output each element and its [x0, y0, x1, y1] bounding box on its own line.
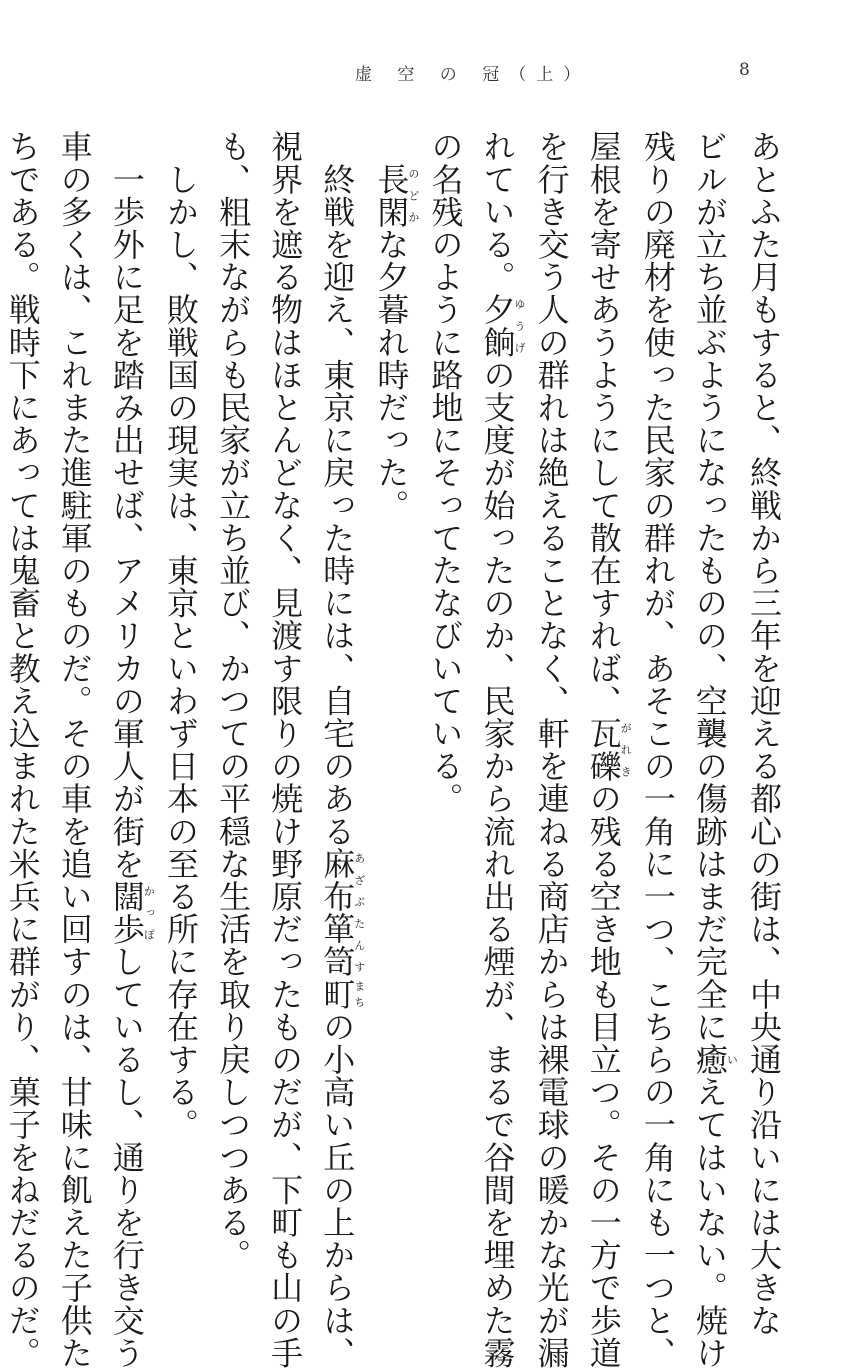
vertical-body-text	[3, 130, 790, 1369]
ruby-annotation: がれき	[619, 716, 633, 782]
ruby-annotation: あざぶ	[352, 847, 366, 913]
text-line: 残りの廃材を使った民家の群れが、あそこの一角に一つ、こちらの一角にも一つと、	[638, 130, 677, 1369]
text-line: 車の多くは、これまた進駐軍のものだ。その車を追い回すのは、甘味に飢えた子供た	[55, 130, 94, 1369]
text-line: の名残のように路地にそってたなびいている。	[426, 130, 465, 815]
ruby-annotation: かっぽ	[142, 879, 156, 945]
text-line: 一歩外に足を踏み出せば、アメリカの軍人が街を闊歩かっぽしているし、通りを行き交う	[107, 130, 156, 1369]
text-line: ちである。戦時下にあっては鬼畜と教え込まれた米兵に群がり、菓子をねだるのだ。	[3, 130, 42, 1369]
text-line: を行き交う人の群れは絶えることなく、軒を連ねる商店からは裸電球の暖かな光が漏	[532, 130, 571, 1369]
text-line: も、粗末ながらも民家が立ち並び、かつての平穏な生活を取り戻しつつある。	[214, 130, 253, 1271]
text-line	[155, 130, 207, 1141]
text-line: あとふた月もすると、終戦から三年を迎える都心の街は、中央通り沿いには大きな	[745, 130, 783, 1337]
text-line: 屋根を寄せあうようにして散在すれば、瓦礫がれきの残る空き地も目立つ。その一方で歩道	[584, 130, 633, 1369]
text-line: れている。夕餉ゆうげの支度が始ったのか、民家から流れ出る煙が、まるで谷間を埋めた霧	[478, 130, 527, 1369]
page-number: 8	[739, 60, 750, 80]
ruby-annotation: い	[725, 1042, 739, 1076]
text-line: ビルが立ち並ぶようになったものの、空襲の傷跡はまだ完全に癒いえてはいない。焼け	[690, 130, 739, 1369]
ruby-annotation: のどか	[406, 162, 420, 228]
running-head: 虚 空 の 冠（上）	[355, 65, 591, 85]
ruby-annotation: まち	[352, 977, 366, 1011]
text-line: 長閑のどかな夕暮れ時だった。	[372, 162, 420, 522]
text-line: 終戦を迎え、東京に戻った時には、自宅のある麻布あざぶ箪笥たんす町まちの小高い丘の上からは、	[318, 130, 366, 1369]
ruby-annotation: ゆうげ	[513, 293, 527, 359]
text-line-content: しかし、敗戦国の現実は、東京といわず日本の至る所に存在する。	[161, 162, 200, 1141]
text-line: 視界を遮る物はほとんどなく、見渡す限りの焼け野原だったものだが、下町も山の手	[266, 130, 305, 1369]
ruby-annotation: たんす	[352, 912, 366, 978]
